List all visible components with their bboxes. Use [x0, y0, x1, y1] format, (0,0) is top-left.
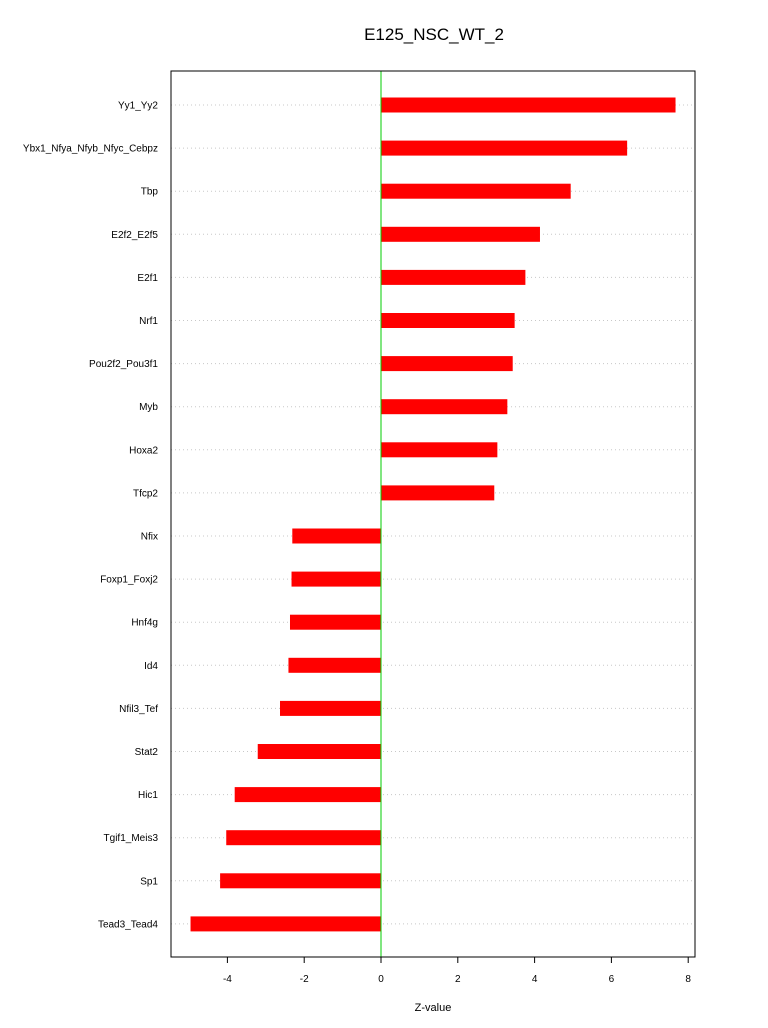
category-label: Pou2f2_Pou3f1: [89, 359, 158, 371]
category-label: Ybx1_Nfya_Nfyb_Nfyc_Cebpz: [22, 143, 158, 155]
x-axis-label: Z-value: [414, 1002, 452, 1014]
bar: [235, 787, 381, 802]
category-label: E2f1: [137, 272, 158, 284]
bar: [292, 529, 381, 544]
bar: [381, 485, 494, 500]
category-label: Nrf1: [139, 316, 158, 327]
x-axis: [223, 957, 691, 985]
category-label: Stat2: [134, 747, 158, 758]
category-label: E2f2_E2f5: [111, 229, 158, 241]
category-label: Hoxa2: [129, 445, 158, 457]
bar: [258, 744, 381, 759]
x-tick-label: 0: [378, 974, 384, 985]
bar: [288, 658, 381, 673]
category-label: Id4: [144, 660, 158, 672]
bar: [292, 572, 381, 587]
bar: [220, 873, 381, 888]
x-tick-label: 6: [608, 974, 615, 985]
plot-frame: [171, 71, 695, 957]
category-label: Tfcp2: [132, 488, 158, 500]
bar: [381, 184, 571, 199]
category-label: Hic1: [137, 790, 158, 802]
bars: [191, 98, 676, 932]
bar: [381, 356, 513, 371]
category-label: Myb: [139, 402, 158, 414]
x-tick-label: -2: [299, 974, 309, 985]
chart-title: E125_NSC_WT_2: [364, 25, 504, 44]
category-label: Sp1: [140, 876, 158, 888]
bar: [381, 442, 497, 457]
category-label: Tbp: [140, 186, 158, 198]
x-tick-label: 2: [455, 974, 461, 985]
bar: [290, 615, 381, 630]
bar: [381, 270, 525, 285]
category-label: Yy1_Yy2: [117, 100, 158, 112]
category-labels: [23, 101, 159, 931]
bar: [381, 313, 515, 328]
category-label: Nfil3_Tef: [119, 703, 158, 715]
bar: [280, 701, 381, 716]
bar: [381, 227, 540, 242]
bar: [226, 830, 381, 845]
bar: [381, 98, 676, 113]
category-label: Foxp1_Foxj2: [100, 574, 158, 586]
x-tick-label: -4: [222, 974, 232, 985]
category-label: Tgif1_Meis3: [103, 833, 158, 845]
category-label: Hnf4g: [131, 617, 158, 629]
bar: [381, 141, 627, 156]
x-tick-label: 8: [685, 974, 691, 985]
category-label: Nfix: [140, 531, 158, 543]
bar: [381, 399, 507, 414]
x-tick-label: 4: [531, 974, 538, 985]
bar: [191, 916, 381, 931]
category-label: Tead3_Tead4: [97, 919, 158, 931]
